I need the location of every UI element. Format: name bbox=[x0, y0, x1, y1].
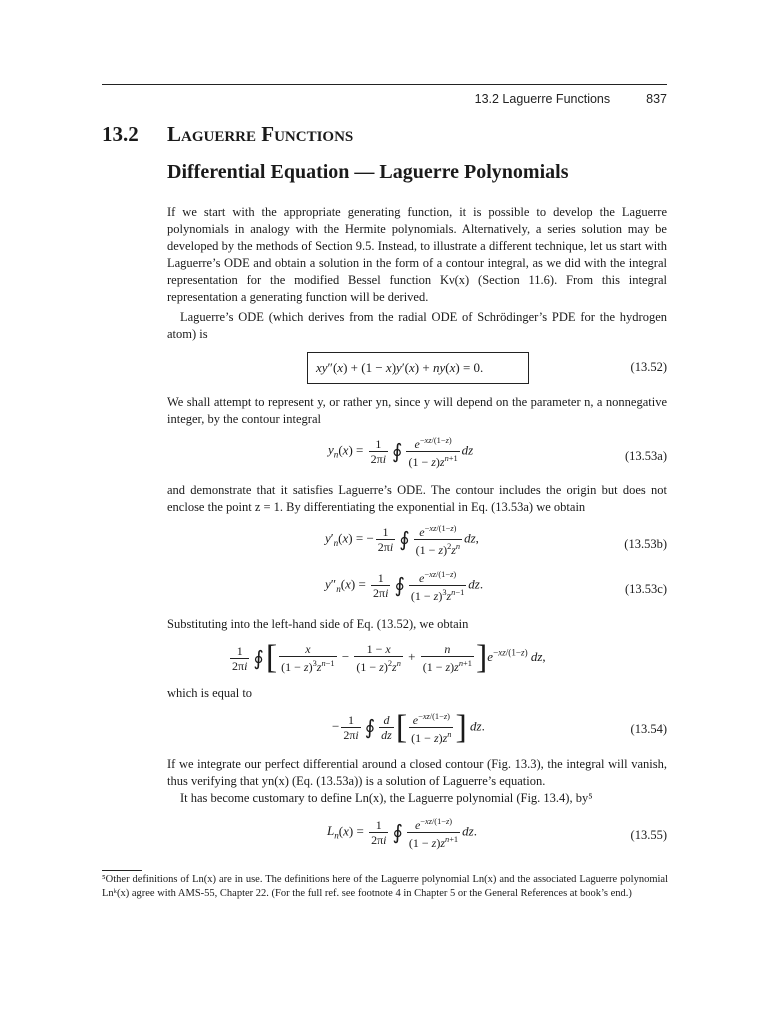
equation-13-53b: $y'_n(x)$ = − $\frac{1}{2\pi i}$ ∮ $\frac{e^{-xz/(1-z)}}{(1 - z)^2z^n}$ dz, bbox=[325, 524, 479, 557]
equation-13-54: − $\frac{1}{2\pi i}$ ∮ $\frac{d}{dz}$ [ $\frac{e^{-xz/(1-z)}}{(1 - z)z^n}$ ] dz. bbox=[332, 708, 485, 746]
running-head bbox=[475, 92, 667, 106]
paragraph-equal-to: which is equal to bbox=[167, 686, 253, 700]
section-number: 13.2 bbox=[102, 122, 139, 146]
paragraph-vanish: If we integrate our perfect differential around a closed contour (Fig. 13.3), the integral will vanish, thus verifying that yn(x) (Eq. (13.53a)) is a solution of Laguerre’s equation. bbox=[167, 757, 667, 788]
page-number: 837 bbox=[646, 92, 667, 106]
section-title: Laguerre Functions bbox=[167, 122, 354, 146]
equation-number: (13.52) bbox=[630, 360, 667, 374]
footnote: ⁵Other definitions of Ln(x) are in use. The definitions here of the Laguerre polynomial Ln(x) and the associated Laguerre polynomial Lnᵏ(x) agree with AMS-55, Chapter 22. (For the full ref. see footnote 4 in Chapter 5 or the General References at book’s end.) bbox=[102, 874, 668, 899]
paragraph-laguerre-ode: Laguerre’s ODE (which derives from the radial ODE of Schrödinger’s PDE for the hydrogen atom) is bbox=[167, 310, 667, 341]
equation-number: (13.53b) bbox=[624, 537, 667, 551]
paragraph-define: It has become customary to define Ln(x), the Laguerre polynomial (Fig. 13.4), by⁵ bbox=[180, 791, 593, 805]
paragraph-contour-intro: We shall attempt to represent y, or rather yn, since y will depend on the parameter n, a nonnegative integer, by the contour integral bbox=[167, 395, 667, 426]
equation-number: (13.53c) bbox=[625, 582, 667, 596]
equation-13-53c: $y''_n(x)$ = $\frac{1}{2\pi i}$ ∮ $\frac{e^{-xz/(1-z)}}{(1 - z)^3z^{n-1}}$ dz. bbox=[325, 570, 484, 603]
equation-number: (13.53a) bbox=[625, 449, 667, 463]
subsection-title: Differential Equation — Laguerre Polynomials bbox=[167, 161, 569, 183]
header-rule bbox=[102, 84, 667, 85]
footnote-rule bbox=[102, 870, 142, 871]
equation-13-52: xy″(x) + (1 − x)y′(x) + ny(x) = 0. bbox=[316, 360, 484, 375]
paragraph-demonstrate: and demonstrate that it satisfies Laguerre’s ODE. The contour includes the origin but does not enclose the point z = 1. By differentiating the exponential in Eq. (13.53a) we obtain bbox=[167, 483, 667, 514]
running-title: 13.2 Laguerre Functions bbox=[474, 92, 611, 106]
equation-number: (13.54) bbox=[630, 722, 667, 736]
equation-13-53a: $y_n(x)$ = $\frac{1}{2\pi i}$ ∮ $\frac{e^{-xz/(1-z)}}{(1 - z)z^{n+1}}$ dz bbox=[328, 436, 474, 469]
paragraph-substituting: Substituting into the left-hand side of Eq. (13.52), we obtain bbox=[167, 617, 469, 631]
equation-number: (13.55) bbox=[630, 828, 667, 842]
paragraph-intro: If we start with the appropriate generating function, it is possible to develop the Laguerre polynomials in analogy with the Hermite polynomials. Alternatively, a series solution may be developed by the methods of Section 9.5. Instead, to illustrate a different technique, let us start with Laguerre’s ODE and obtain a solution in the form of a contour integral, as we did with the integral representation for the modified Bessel function Kν(x) (Section 11.6). From this integral representation a generating function will be derived. bbox=[167, 205, 667, 304]
equation-substituted: $\frac{1}{2\pi i}$ ∮[ $\frac{x}{(1 - z)^3z^{n-1}}$ − $\frac{1 - x}{(1 - z)^2z^n}$ + $\frac{n}{(1 - z)z^{n+1}}$ ]$e^{-xz/(1-z)}$ dz, bbox=[232, 639, 546, 676]
equation-13-55: $L_n(x)$ = $\frac{1}{2\pi i}$ ∮ $\frac{e^{-xz/(1-z)}}{(1 - z)z^{n+1}}$ dz. bbox=[327, 817, 477, 850]
